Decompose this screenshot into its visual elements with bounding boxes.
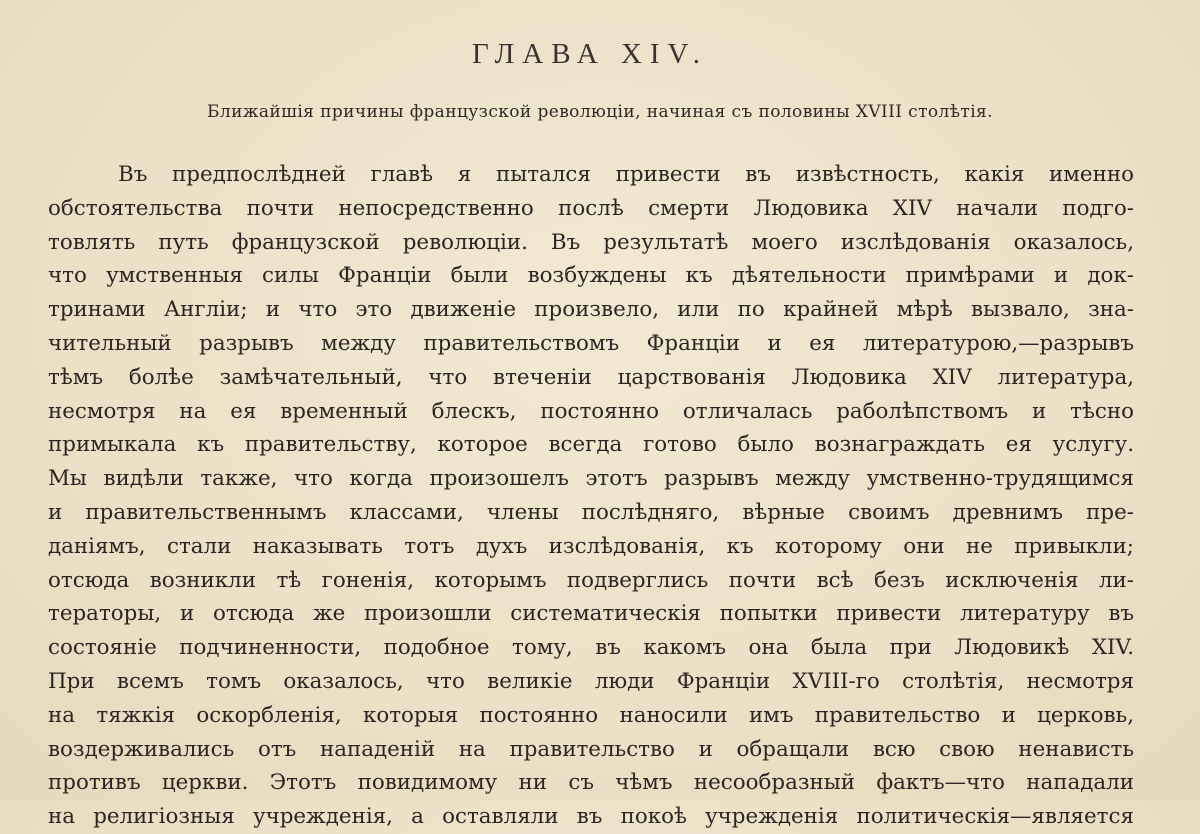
text-line: на религіозныя учрежденія, а оставляли въ покоѣ учрежденія политическія—является <box>48 804 1134 830</box>
text-line: даніямъ, стали наказывать тотъ духъ изслѣдованія, къ которому они не привыкли; <box>48 533 1134 559</box>
text-line: воздерживались отъ нападеній на правительство и обращали всю свою ненависть <box>48 736 1134 762</box>
text-line: состояніе подчиненности, подобное тому, въ какомъ она была при Людовикѣ XIV. <box>48 635 1134 661</box>
text-line: противъ церкви. Этотъ повидимому ни съ чѣмъ несообразный фактъ—что нападали <box>48 770 1134 796</box>
text-line: тринами Англіи; и что это движеніе произвело, или по крайней мѣрѣ вызвало, зна- <box>48 297 1134 323</box>
text-line: Мы видѣли также, что когда произошелъ этотъ разрывъ между умственно-трудящимся <box>48 466 1134 492</box>
body-text <box>48 158 1134 834</box>
text-line: При всемъ томъ оказалось, что великіе люди Франціи XVIII-го столѣтія, несмотря <box>48 668 1134 694</box>
text-line: Въ предпослѣдней главѣ я пытался привести въ извѣстность, какія именно <box>118 162 1134 187</box>
text-line: обстоятельства почти непосредственно послѣ смерти Людовика XIV начали подго- <box>48 195 1134 221</box>
text-line: тѣмъ болѣе замѣчательный, что втеченіи царствованія Людовика XIV литература, <box>48 364 1134 390</box>
text-line: примыкала къ правительству, которое всегда готово было вознаграждать ея услугу. <box>48 432 1134 458</box>
text-line: на тяжкія оскорбленія, которыя постоянно наносили имъ правительство и церковь, <box>48 702 1134 728</box>
text-line: отсюда возникли тѣ гоненія, которымъ подверглись почти всѣ безъ исключенія ли- <box>48 567 1134 593</box>
text-line: товлять путь французской революціи. Въ результатѣ моего изслѣдованія оказалось, <box>48 229 1134 255</box>
chapter-subtitle: Ближайшія причины французской революціи, начиная съ половины XVIII столѣтія. <box>207 102 993 122</box>
text-line: чительный разрывъ между правительствомъ Франціи и ея литературою,—разрывъ <box>48 330 1134 356</box>
text-line: и правительственнымъ классами, члены послѣдняго, вѣрные своимъ древнимъ пре- <box>48 499 1134 525</box>
chapter-title: ГЛАВА XIV. <box>472 38 708 70</box>
text-line: тераторы, и отсюда же произошли систематическія попытки привести литературу въ <box>48 601 1134 627</box>
text-line: несмотря на ея временный блескъ, постоянно отличалась раболѣпствомъ и тѣсно <box>48 398 1134 424</box>
text-line: что умственныя силы Франціи были возбуждены къ дѣятельности примѣрами и док- <box>48 263 1134 289</box>
